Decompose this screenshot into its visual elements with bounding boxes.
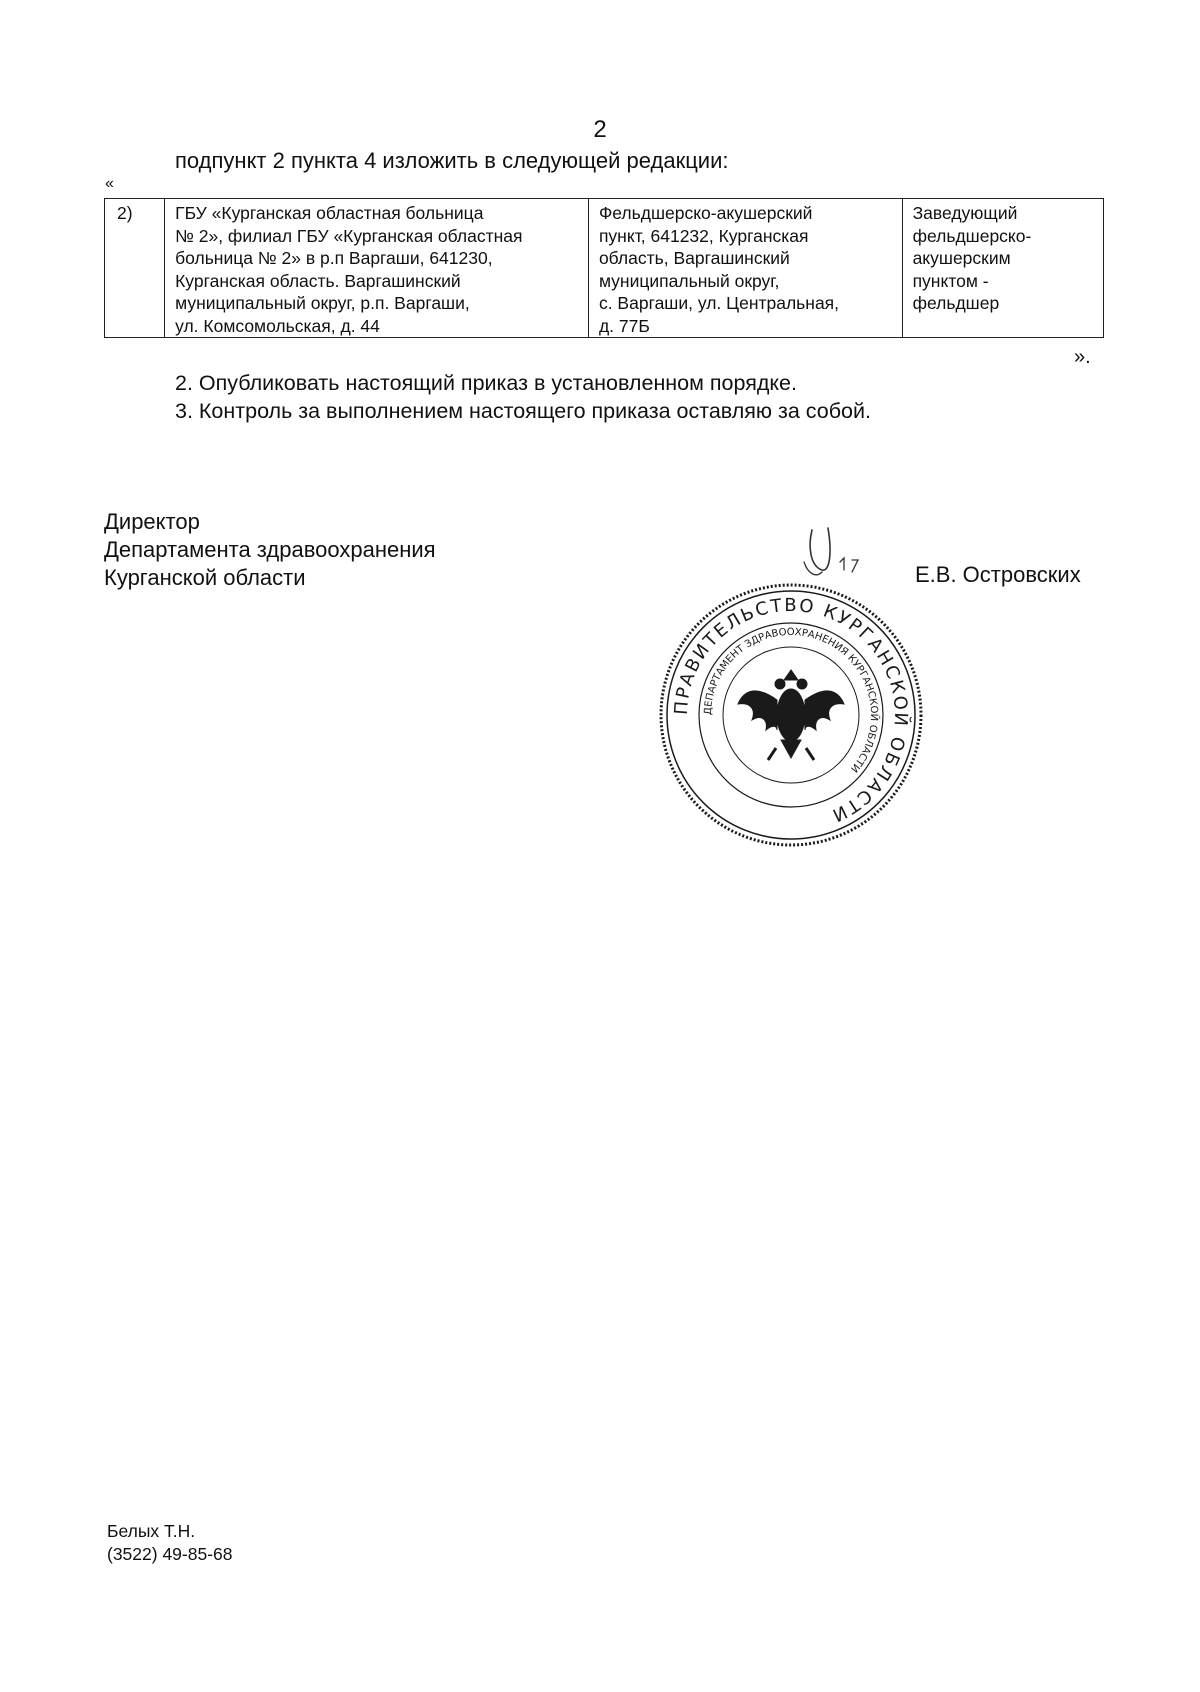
amendment-intro: подпункт 2 пункта 4 изложить в следующей редакции: — [175, 148, 729, 173]
organization-line: Курганская область. Варгашинский — [175, 270, 461, 291]
position-line: фельдшерско- — [912, 225, 1032, 246]
fap-address-line: с. Варгаши, ул. Центральная, — [598, 293, 840, 313]
position-line: Заведующий — [912, 203, 1018, 223]
fap-address-line: область, Варгашинский — [598, 248, 790, 268]
position-line: пунктом - — [912, 270, 989, 291]
fap-address-cell — [588, 199, 902, 338]
fap-address-line: Фельдшерско-акушерский — [598, 203, 813, 223]
organization-line: муниципальный округ, р.п. Варгаши, — [175, 293, 470, 313]
coat-of-arms-emblem — [738, 670, 844, 760]
fap-address-line: пункт, 641232, Курганская — [598, 225, 809, 246]
handwritten-signature — [800, 518, 910, 588]
signatory-title-line: Департамента здравоохранения — [104, 537, 436, 562]
organization-line: больница № 2» в р.п Варгаши, 641230, — [175, 248, 493, 268]
order-item-publish: 2. Опубликовать настоящий приказ в установленном порядке. — [175, 371, 797, 395]
official-seal-stamp — [656, 580, 926, 850]
signatory-name: Е.В. Островских — [915, 562, 1081, 587]
table-row — [105, 199, 1104, 338]
opening-quote-mark: « — [105, 175, 114, 192]
organization-line: ул. Комсомольская, д. 44 — [175, 315, 380, 336]
fap-address-line: муниципальный округ, — [598, 270, 780, 291]
position-cell — [902, 199, 1103, 338]
seal-inner-text-path: ДЕПАРТАМЕНТ ЗДРАВООХРАНЕНИЯ КУРГАНСКОЙ ОБЛАСТИ — [702, 626, 880, 774]
signatory-title-line: Директор — [104, 509, 200, 534]
page-number: 2 — [593, 116, 607, 143]
position-line: фельдшер — [912, 293, 1000, 313]
signatory-title-line: Курганской области — [104, 565, 306, 590]
fap-address-line: д. 77Б — [598, 315, 650, 336]
closing-quote-mark: ». — [1074, 346, 1091, 368]
organization-line: ГБУ «Курганская областная больница — [175, 203, 484, 223]
order-item-control: 3. Контроль за выполнением настоящего приказа оставляю за собой. — [175, 399, 871, 423]
row-number: 2) — [117, 203, 133, 223]
position-line: акушерским — [912, 248, 1011, 268]
seal-outer-text-path: ПРАВИТЕЛЬСТВО КУРГАНСКОЙ ОБЛАСТИ — [670, 594, 912, 827]
organization-line: № 2», филиал ГБУ «Курганская областная — [175, 225, 523, 246]
row-number-cell — [105, 199, 165, 338]
organization-cell — [165, 199, 589, 338]
amendment-table — [104, 198, 1104, 338]
executor-phone: (3522) 49-85-68 — [107, 1544, 233, 1564]
executor-name: Белых Т.Н. — [107, 1521, 196, 1541]
